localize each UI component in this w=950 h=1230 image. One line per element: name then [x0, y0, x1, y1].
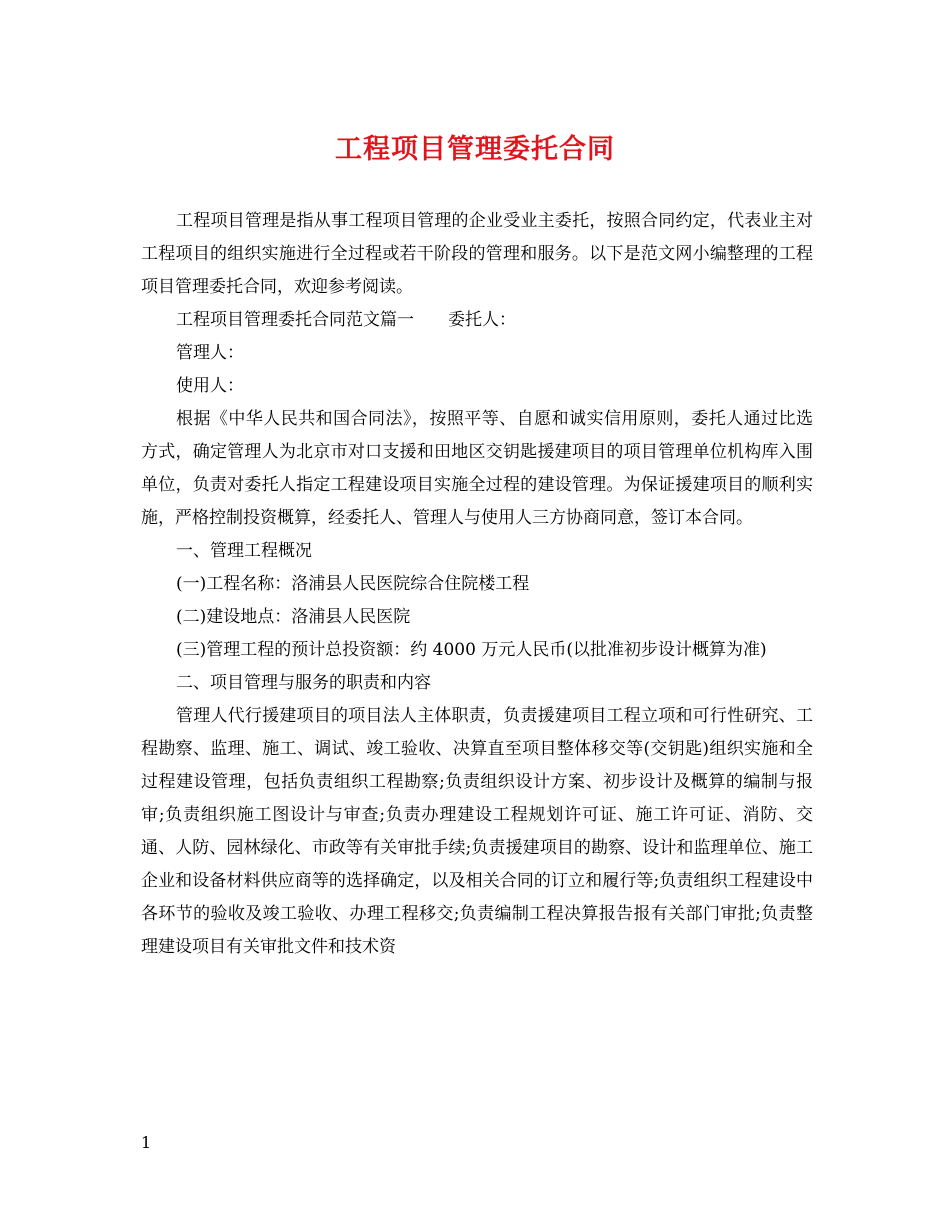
- paragraph-manager: 管理人：: [176, 343, 244, 363]
- paragraph-investment: (三)管理工程的预计总投资额：约 4000 万元人民币(以批准初步设计概算为准): [176, 640, 767, 660]
- paragraph-contract-heading: 工程项目管理委托合同范文篇一 委托人：: [176, 310, 516, 330]
- paragraph-intro: 工程项目管理是指从事工程项目管理的企业受业主委托，按照合同约定，代表业主对工程项目的组织实施进行全过程或若干阶段的管理和服务。以下是范文网小编整理的工程项目管理委托合同，欢迎参考阅读。: [141, 211, 813, 297]
- document-title: 工程项目管理委托合同: [335, 134, 615, 165]
- page-number: 1: [141, 1133, 152, 1152]
- paragraph-project-name: (一)工程名称：洛浦县人民医院综合住院楼工程: [176, 574, 530, 594]
- paragraph-duties: 管理人代行援建项目的项目法人主体职责，负责援建项目工程立项和可行性研究、工程勘察、监理、施工、调试、竣工验收、决算直至项目整体移交等(交钥匙)组织实施和全过程建设管理，包括负责组织工程勘察;负责组织设计方案、初步设计及概算的编制与报审;负责组织施工图设计与审查;负责办理建设工程规划许可证、施工许可证、消防、交通、人防、园林绿化、市政等有关审批手续;负责援建项目的勘察、设计和监理单位、施工企业和设备材料供应商等的选择确定，以及相关合同的订立和履行等;负责组织工程建设中各环节的验收及竣工验收、办理工程移交;负责编制工程决算报告报有关部门审批;负责整理建设项目有关审批文件和技术资: [141, 706, 813, 957]
- paragraph-user: 使用人：: [176, 376, 244, 396]
- section-heading-2: 二、项目管理与服务的职责和内容: [176, 673, 431, 693]
- section-heading-1: 一、管理工程概况: [176, 541, 312, 561]
- paragraph-location: (二)建设地点：洛浦县人民医院: [176, 607, 411, 627]
- document-body: [141, 205, 813, 964]
- paragraph-basis: 根据《中华人民共和国合同法》，按照平等、自愿和诚实信用原则，委托人通过比选方式，确定管理人为北京市对口支援和田地区交钥匙援建项目的项目管理单位机构库入围单位，负责对委托人指定工程建设项目实施全过程的建设管理。为保证援建项目的顺利实施，严格控制投资概算，经委托人、管理人与使用人三方协商同意，签订本合同。: [141, 409, 813, 528]
